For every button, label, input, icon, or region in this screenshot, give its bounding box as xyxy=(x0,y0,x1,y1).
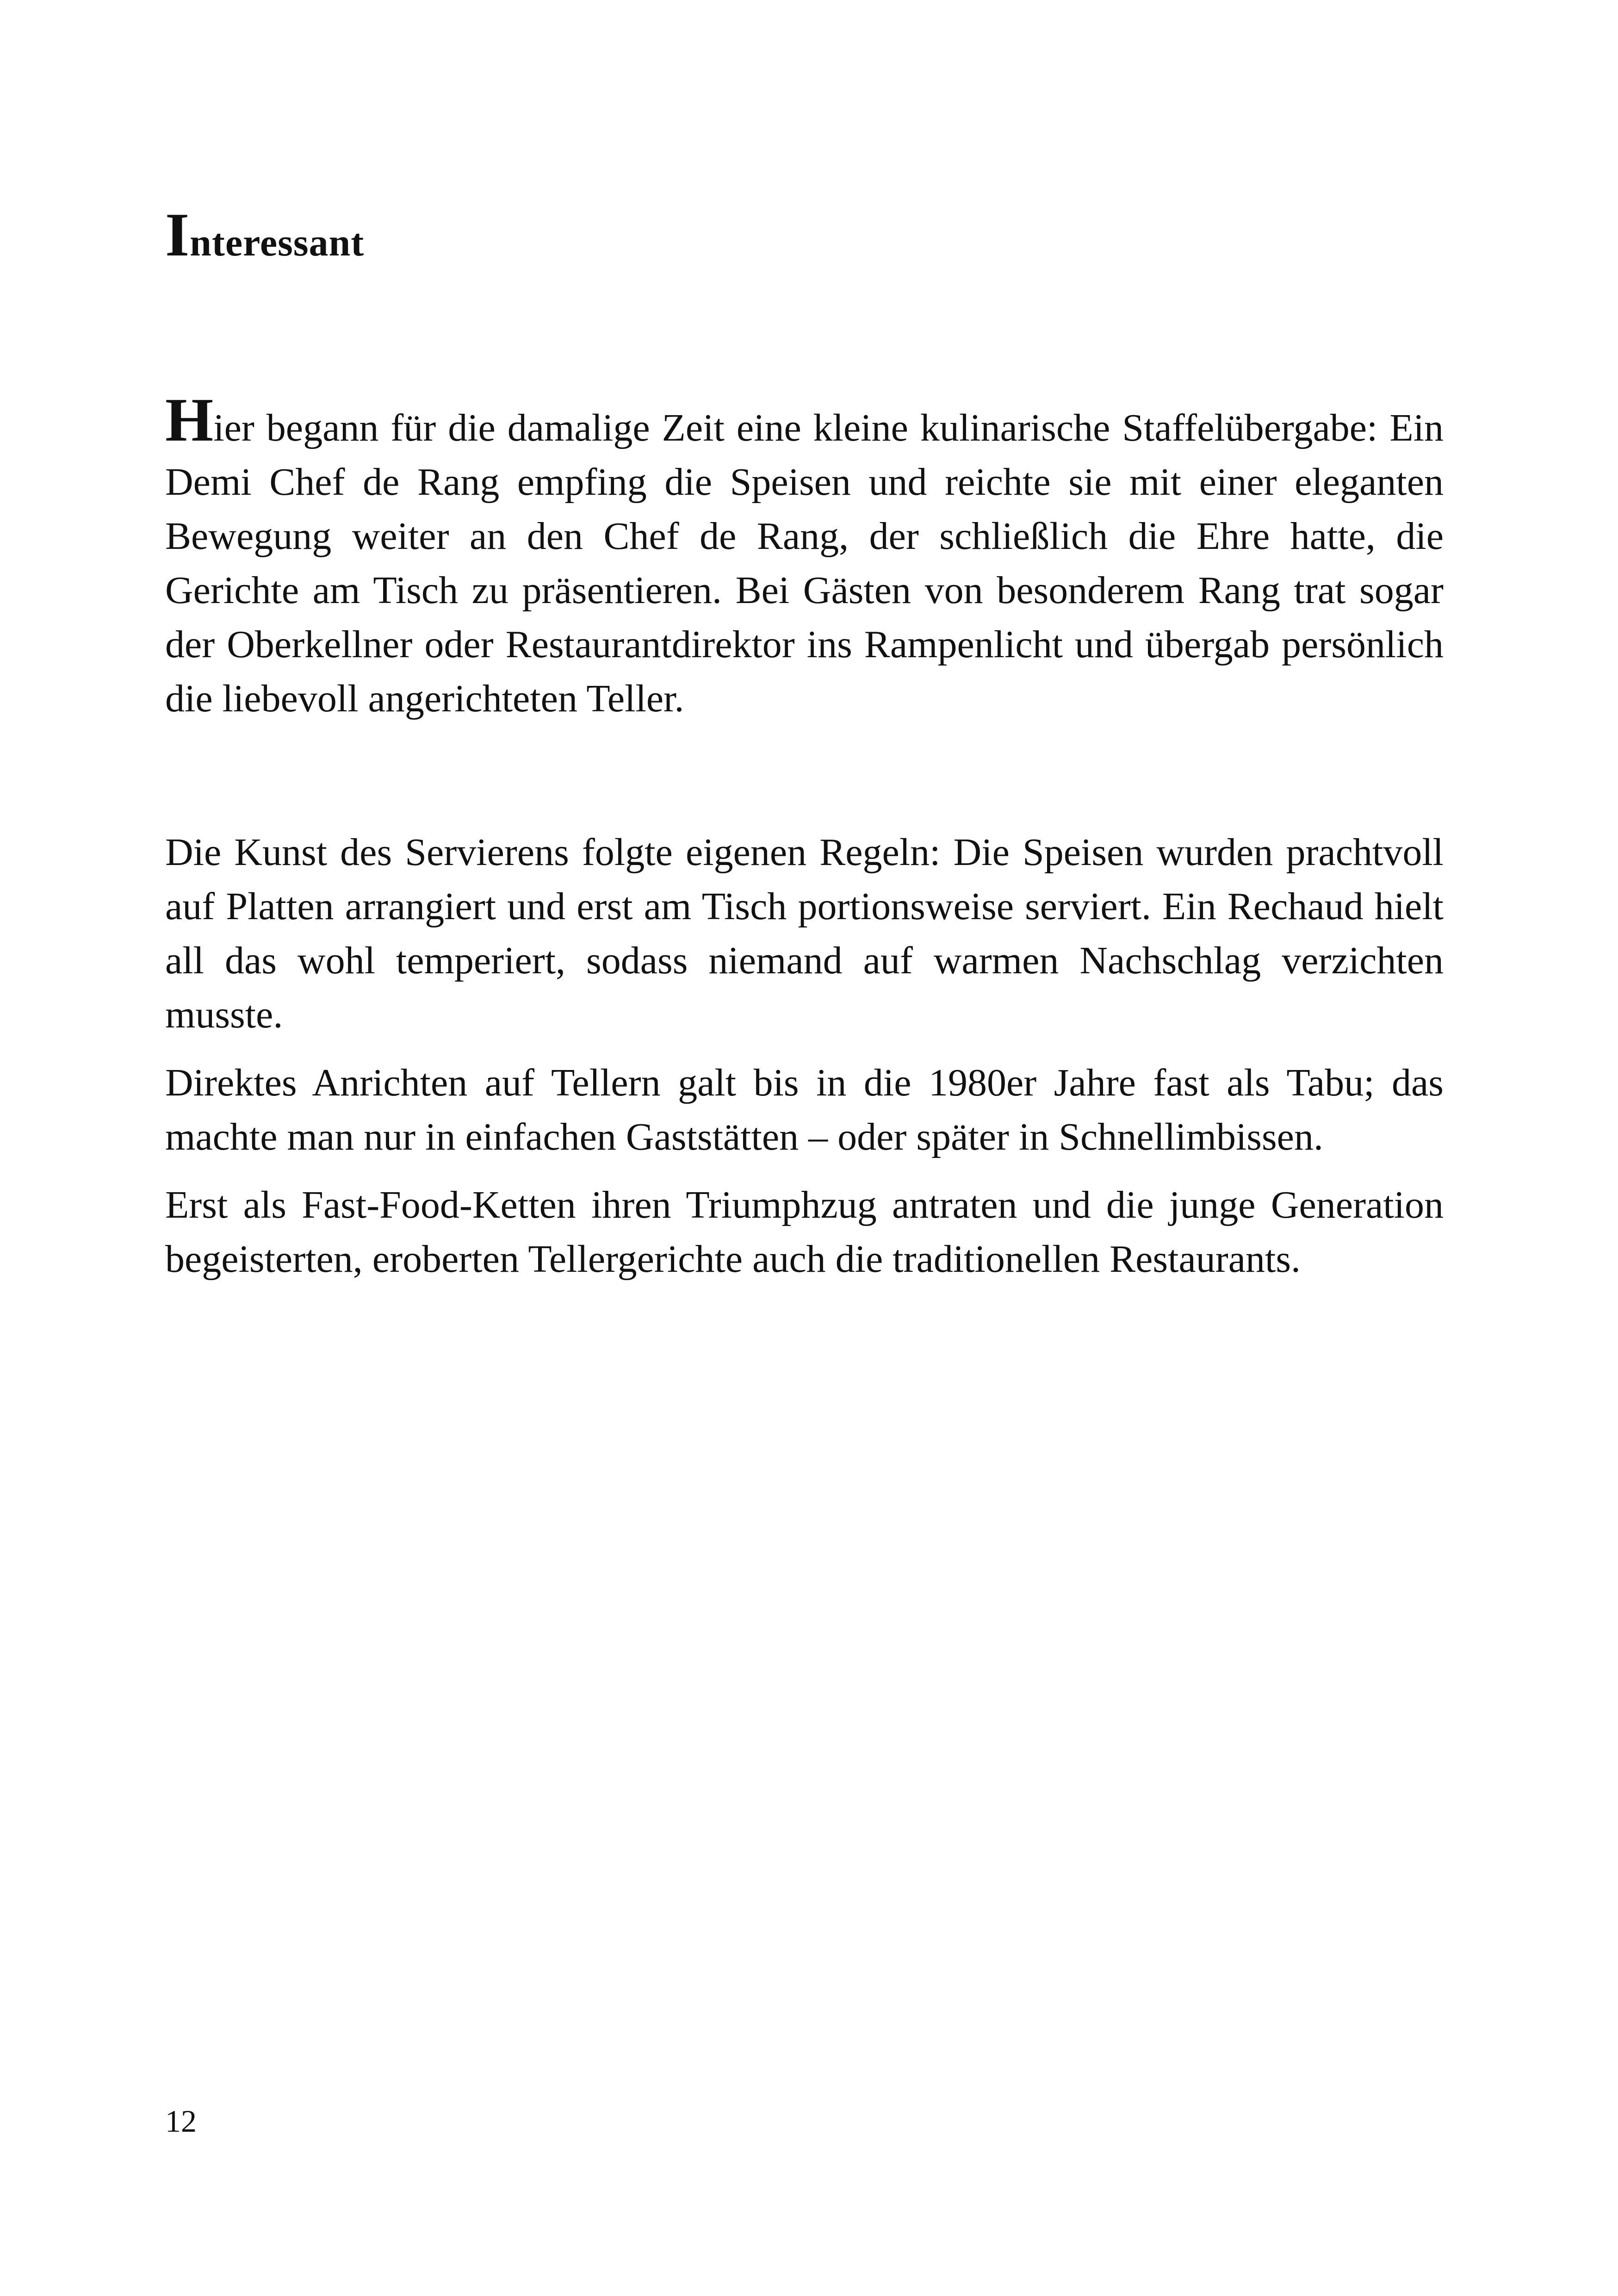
body-paragraph-serving: Die Kunst des Servierens folgte eigenen Regeln: Die Speisen wurden prachtvoll auf Platten arrangiert und erst am Tisch portionsweise serviert. Ein Rechaud hielt all das wohl temperiert, sodass niemand auf warmen Nachschlag verzichten musste. xyxy=(165,831,1444,1036)
body-paragraph-plating: Direktes Anrichten auf Tellern galt bis in die 1980er Jahre fast als Tabu; das machte man nur in einfachen Gaststätten – oder später in Schnellimbissen. xyxy=(165,1061,1444,1158)
page-number: 12 xyxy=(165,2103,197,2139)
intro-paragraph xyxy=(165,386,1444,726)
body-paragraph-fast-food: Erst als Fast-Food-Ketten ihren Triumphzug antraten und die junge Generation begeisterten, eroberten Tellergerichte auch die traditionellen Restaurants. xyxy=(165,1183,1444,1281)
section-heading xyxy=(165,200,365,269)
intro-paragraph-text: ier begann für die damalige Zeit eine kleine kulinarische Staffelübergabe: Ein Demi Chef de Rang empfing die Speisen und reichte sie mit einer eleganten Bewegung weiter an den Chef de Rang, der schließlich die Ehre hatte, die Gerichte am Tisch zu präsentieren. Bei Gästen von besonderem Rang trat sogar der Oberkellner oder Restaurantdirektor ins Rampenlicht und übergab persönlich die liebevoll angerichteten Teller. xyxy=(165,406,1444,720)
heading-text: nteressant xyxy=(190,221,365,264)
intro-block xyxy=(165,386,1444,726)
body-block xyxy=(165,825,1444,1286)
drop-cap: H xyxy=(165,386,214,454)
heading-initial: I xyxy=(165,200,190,269)
